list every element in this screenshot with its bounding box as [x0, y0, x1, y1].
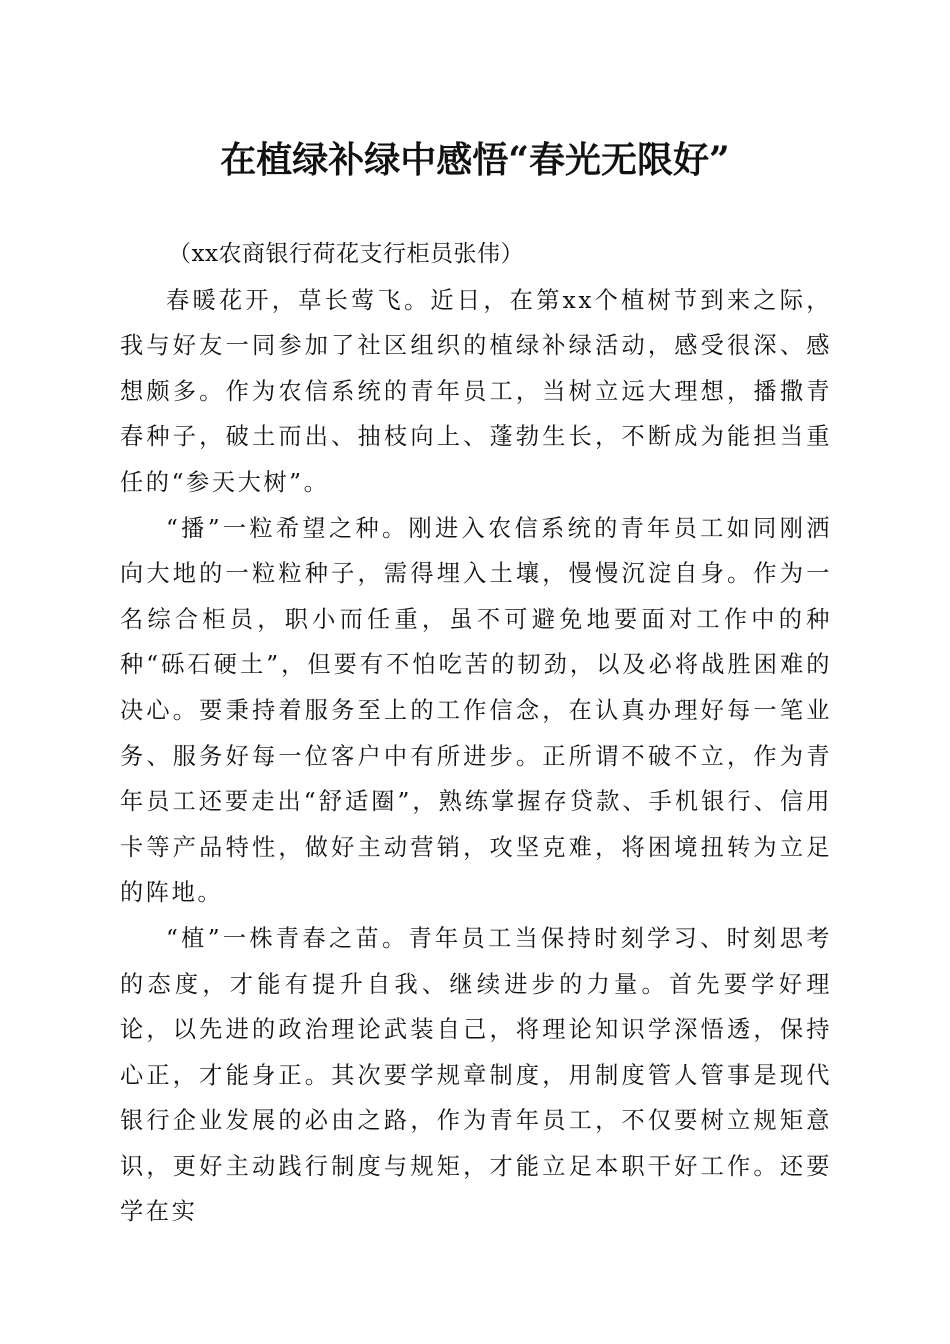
paragraph-plant-sapling: “植”一株青春之苗。青年员工当保持时刻学习、时刻思考的态度，才能有提升自我、继续进步的力量。首先要学好理论，以先进的政治理论武装自己，将理论知识学深悟透，保持心正，才能身正。其次要学规章制度，用制度管人管事是现代银行企业发展的必由之路，作为青年员工，不仅要树立规矩意识，更好主动践行制度与规矩，才能立足本职干好工作。还要学在实 [120, 924, 832, 1226]
paragraph-intro: 春暖花开，草长莺飞。近日，在第xx个植树节到来之际，我与好友一同参加了社区组织的植绿补绿活动，感受很深、感想颇多。作为农信系统的青年员工，当树立远大理想，播撒青春种子，破土而出、抽枝向上、蓬勃生长，不断成为能担当重任的“参天大树”。 [120, 286, 832, 496]
document-body [120, 232, 832, 1235]
page-title: 在植绿补绿中感悟“春光无限好” [220, 139, 730, 181]
author-byline: （xx农商银行荷花支行柜员张伟） [168, 241, 524, 267]
paragraph-sow-seed: “播”一粒希望之种。刚进入农信系统的青年员工如同刚洒向大地的一粒粒种子，需得埋入土壤，慢慢沉淀自身。作为一名综合柜员，职小而任重，虽不可避免地要面对工作中的种种“砾石硬土”，但要有不怕吃苦的韧劲，以及必将战胜困难的决心。要秉持着服务至上的工作信念，在认真办理好每一笔业务、服务好每一位客户中有所进步。正所谓不破不立，作为青年员工还要走出“舒适圈”，熟练掌握存贷款、手机银行、信用卡等产品特性，做好主动营销，攻坚克难，将困境扭转为立足的阵地。 [120, 514, 832, 907]
